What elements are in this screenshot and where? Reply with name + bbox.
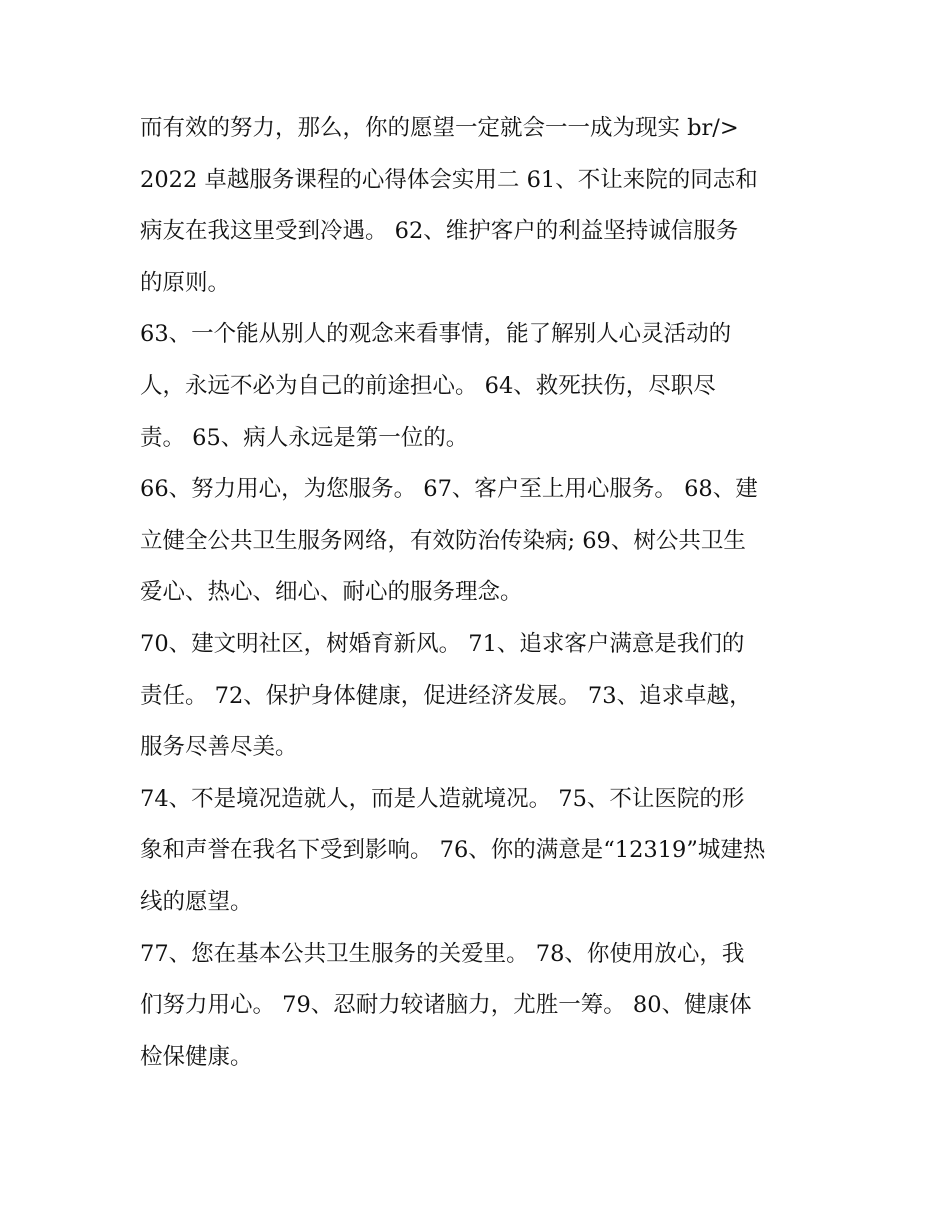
text-line: 责。 65、病人永远是第一位的。 <box>140 424 469 451</box>
text-line: 们努力用心。 79、忍耐力较诸脑力，尤胜一筹。 80、健康体 <box>140 992 752 1019</box>
text-line: 的原则。 <box>140 269 231 296</box>
text-line: 检保健康。 <box>140 1043 253 1070</box>
text-line: 而有效的努力，那么，你的愿望一定就会一一成为现实 br/> <box>140 115 739 141</box>
text-line: 74、不是境况造就人，而是人造就境况。 75、不让医院的形 <box>140 785 745 812</box>
text-line: 爱心、热心、细心、耐心的服务理念。 <box>140 579 523 606</box>
text-line: 病友在我这里受到冷遇。 62、维护客户的利益坚持诚信服务 <box>140 218 739 245</box>
document-body <box>140 103 810 1083</box>
text-line: 象和声誉在我名下受到影响。 76、你的满意是“12319”城建热 <box>140 837 766 864</box>
text-line: 责任。 72、保护身体健康，促进经济发展。 73、追求卓越， <box>140 682 752 709</box>
text-line: 服务尽善尽美。 <box>140 734 298 761</box>
text-line: 立健全公共卫生服务网络，有效防治传染病; 69、树公共卫生 <box>140 527 746 554</box>
text-line: 66、努力用心，为您服务。 67、客户至上用心服务。 68、建 <box>140 476 758 503</box>
text-line: 63、一个能从别人的观念来看事情，能了解别人心灵活动的 <box>140 321 732 348</box>
text-line: 线的愿望。 <box>140 888 253 915</box>
text-line: 77、您在基本公共卫生服务的关爱里。 78、你使用放心，我 <box>140 940 745 967</box>
text-line: 70、建文明社区，树婚育新风。 71、追求客户满意是我们的 <box>140 630 745 657</box>
text-line: 2022 卓越服务课程的心得体会实用二 61、不让来院的同志和 <box>140 166 758 193</box>
text-line: 人，永远不必为自己的前途担心。 64、救死扶伤，尽职尽 <box>140 372 716 399</box>
